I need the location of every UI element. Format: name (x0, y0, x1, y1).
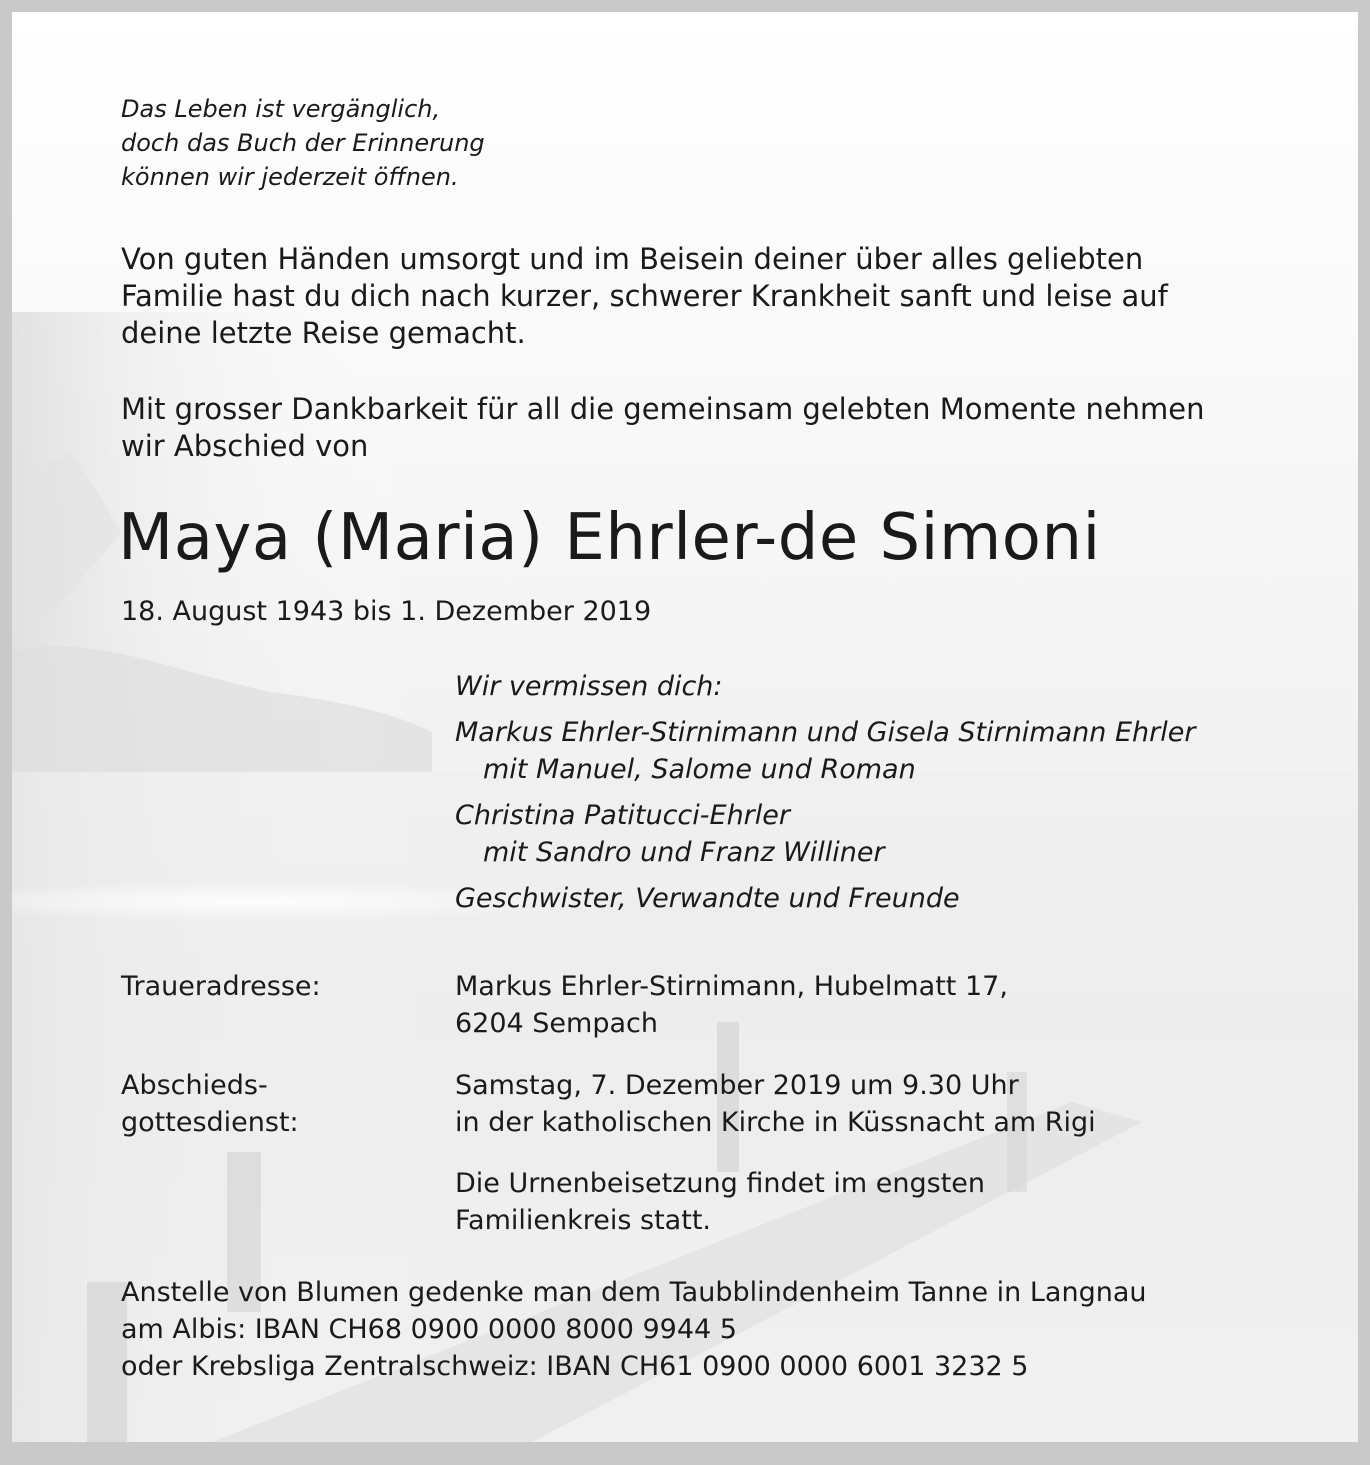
verse-line: doch das Buch der Erinnerung (121, 129, 485, 157)
label-line: gottesdienst: (121, 1107, 299, 1138)
intro-paragraph (121, 241, 1168, 352)
donation-line: am Albis: IBAN CH68 0900 0000 8000 9944 5 (121, 1314, 737, 1345)
address-line: Markus Ehrler-Stirnimann, Hubelmatt 17, (455, 971, 1008, 1002)
donation-line: oder Krebsliga Zentralschweiz: IBAN CH61 0900 0000 6001 3232 5 (121, 1351, 1029, 1382)
address-value (455, 968, 1008, 1042)
mourners-heading: Wir vermissen dich: (455, 671, 723, 702)
mourner-subentry: mit Manuel, Salome und Roman (483, 754, 916, 785)
opening-verse (121, 92, 485, 194)
paragraph-line: Familie hast du dich nach kurzer, schwerer Krankheit sanft und leise auf (121, 279, 1168, 313)
note-line: Die Urnenbeisetzung findet im engsten (455, 1168, 986, 1199)
note-line: Familienkreis statt. (455, 1205, 711, 1236)
address-label: Traueradresse: (121, 971, 321, 1002)
obituary-card (12, 12, 1358, 1442)
verse-line: können wir jederzeit öffnen. (121, 163, 459, 191)
service-label (121, 1067, 299, 1141)
deceased-name: Maya (Maria) Ehrler-de Simoni (118, 501, 1101, 575)
mourner-subentry: mit Sandro und Franz Williner (483, 837, 885, 868)
service-line: in der katholischen Kirche in Küssnacht am Rigi (455, 1107, 1096, 1138)
mourners-list (455, 668, 1195, 917)
farewell-paragraph (121, 391, 1205, 465)
paragraph-line: Mit grosser Dankbarkeit für all die gemeinsam gelebten Momente nehmen (121, 392, 1205, 426)
service-details (455, 1067, 1096, 1141)
address-line: 6204 Sempach (455, 1008, 658, 1039)
urn-burial-note (455, 1165, 985, 1239)
donation-note (121, 1274, 1146, 1385)
label-line: Abschieds- (121, 1070, 268, 1101)
mourner-entry: Geschwister, Verwandte und Freunde (455, 883, 960, 914)
mourner-entry: Christina Patitucci-Ehrler (455, 800, 790, 831)
life-dates: 18. August 1943 bis 1. Dezember 2019 (121, 596, 652, 627)
paragraph-line: deine letzte Reise gemacht. (121, 316, 526, 350)
paragraph-line: Von guten Händen umsorgt und im Beisein deiner über alles geliebten (121, 242, 1144, 276)
service-line: Samstag, 7. Dezember 2019 um 9.30 Uhr (455, 1070, 1019, 1101)
paragraph-line: wir Abschied von (121, 429, 369, 463)
verse-line: Das Leben ist vergänglich, (121, 95, 441, 123)
mourner-entry: Markus Ehrler-Stirnimann und Gisela Stirnimann Ehrler (455, 717, 1196, 748)
donation-line: Anstelle von Blumen gedenke man dem Taubblindenheim Tanne in Langnau (121, 1277, 1147, 1308)
